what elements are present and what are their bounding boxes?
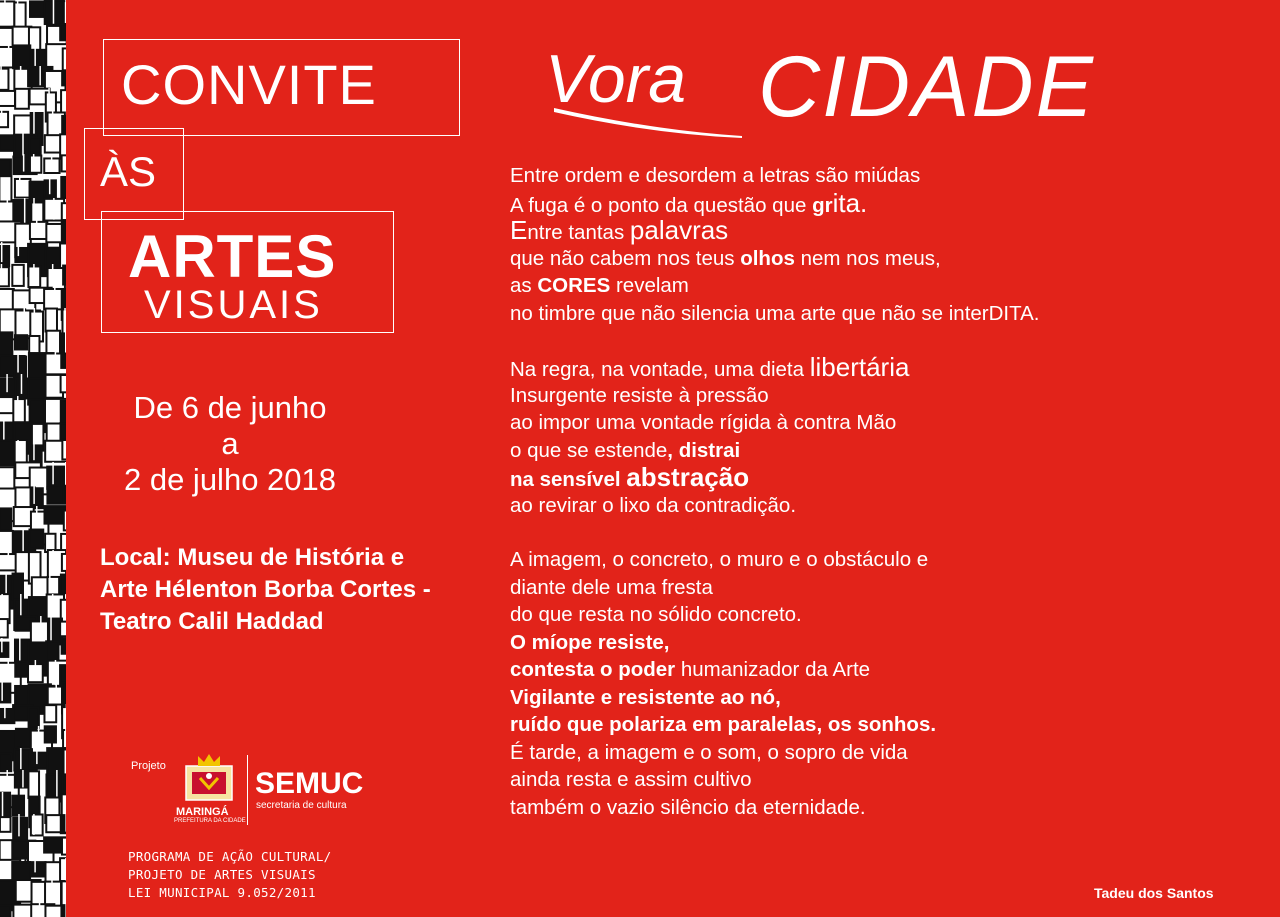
poem-segment: que não cabem nos teus: [510, 246, 741, 270]
maringa-subtitle: PREFEITURA DA CIDADE: [174, 818, 246, 824]
poem-segment: diante dele uma fresta: [510, 575, 713, 599]
poem-segment: ita.: [832, 187, 868, 218]
poem-segment: olhos: [740, 246, 795, 270]
poem-line: [510, 546, 1230, 574]
poem: [510, 162, 1230, 821]
poem-line: [510, 409, 1230, 437]
poem-line: [510, 272, 1230, 300]
poem-line: [510, 300, 1230, 328]
poem-line: [510, 629, 1230, 657]
poem-segment: o que se estende: [510, 438, 668, 462]
as-heading: ÀS: [100, 148, 157, 195]
program-info: [128, 848, 331, 902]
poem-line: [510, 794, 1230, 822]
poem-segment: A imagem, o concreto, o muro e o obstáculo e: [510, 548, 929, 571]
event-dates: [95, 390, 365, 498]
poem-segment: CORES: [537, 274, 611, 297]
poem-line: [510, 354, 1230, 382]
poem-line: [510, 437, 1230, 465]
title-vora: Vora: [545, 41, 687, 117]
poem-line: [510, 217, 1230, 245]
logo-divider: [247, 755, 248, 825]
author-name: Tadeu dos Santos: [1094, 885, 1214, 901]
vora-swoosh: [552, 100, 752, 140]
poem-segment: ntre tantas: [527, 221, 630, 244]
city-illustration: [0, 0, 66, 917]
convite-heading: CONVITE: [121, 53, 377, 116]
poem-segment: A fuga é o ponto da questão que: [510, 193, 813, 217]
poem-segment: libertária: [809, 352, 910, 382]
program-line: LEI MUNICIPAL 9.052/2011: [128, 885, 316, 900]
poem-segment: O míope resiste,: [510, 630, 670, 654]
poem-segment: abstração: [626, 462, 750, 492]
poem-line: [510, 656, 1230, 684]
poem-line: [510, 601, 1230, 629]
poem-line: [510, 766, 1230, 794]
poem-segment: revelam: [610, 274, 689, 297]
poem-line: [510, 684, 1230, 712]
poem-segment: ao impor uma vontade rígida à contra Mão: [510, 411, 897, 434]
poem-segment: do que resta no sólido concreto.: [510, 603, 802, 626]
poem-segment: também o vazio silêncio da eternidade.: [510, 795, 866, 819]
poem-segment: nem nos meus,: [794, 246, 941, 270]
poem-segment: ainda resta e assim cultivo: [510, 768, 752, 791]
location-line: Local: Museu de História e: [100, 544, 405, 571]
projeto-label: Projeto: [131, 760, 166, 772]
poem-line: [510, 574, 1230, 602]
visuais-heading: VISUAIS: [144, 283, 323, 327]
poem-segment: contesta o poder: [510, 658, 676, 681]
poem-segment: humanizador da Arte: [675, 658, 871, 681]
poem-segment: ao revirar o lixo da contradição.: [510, 493, 797, 517]
location-line: Teatro Calil Haddad: [100, 608, 324, 635]
date-line: 2 de julho 2018: [123, 462, 337, 497]
poem-segment: Vigilante e resistente ao nó,: [510, 685, 781, 709]
poem-line: [510, 464, 1230, 492]
poem-segment: gr: [812, 193, 833, 217]
maringa-label: MARINGÁ: [176, 806, 229, 818]
poem-segment: E: [510, 215, 528, 245]
program-line: PROGRAMA DE AÇÃO CULTURAL/: [128, 849, 332, 864]
semuc-logo: SEMUC: [255, 767, 364, 800]
title-cidade: CIDADE: [758, 39, 1095, 135]
date-line: De 6 de junho: [133, 390, 327, 425]
poem-line: [510, 187, 1230, 218]
poem-segment: Na regra, na vontade, uma dieta: [510, 358, 810, 381]
poem-line: [510, 382, 1230, 410]
poem-line: [510, 492, 1230, 520]
poem-segment: Insurgente resiste à pressão: [510, 383, 769, 407]
maringa-crest-icon: [178, 752, 240, 804]
event-location: [100, 542, 480, 638]
poem-line: [510, 711, 1230, 739]
poem-segment: Entre ordem e desordem a letras são miúdas: [510, 164, 921, 187]
poem-segment: na sensível: [510, 468, 627, 491]
poem-line: [510, 245, 1230, 273]
stanza-gap: [510, 519, 1230, 546]
program-line: PROJETO DE ARTES VISUAIS: [128, 867, 316, 882]
poem-line: [510, 739, 1230, 767]
date-line: a: [221, 426, 239, 461]
artes-heading: ARTES: [128, 223, 337, 290]
poem-line: [510, 162, 1230, 190]
stanza-gap: [510, 327, 1230, 354]
location-line: Arte Hélenton Borba Cortes -: [100, 576, 431, 603]
poem-segment: É tarde, a imagem e o som, o sopro de vida: [510, 740, 908, 764]
poem-segment: as: [510, 274, 538, 297]
poem-segment: , distrai: [667, 438, 741, 462]
semuc-subtitle: secretaria de cultura: [256, 800, 347, 811]
poem-segment: ruído que polariza em paralelas, os sonhos.: [510, 713, 937, 736]
poem-segment: no timbre que não silencia uma arte que não se interDITA.: [510, 301, 1040, 325]
poem-segment: palavras: [629, 215, 729, 245]
